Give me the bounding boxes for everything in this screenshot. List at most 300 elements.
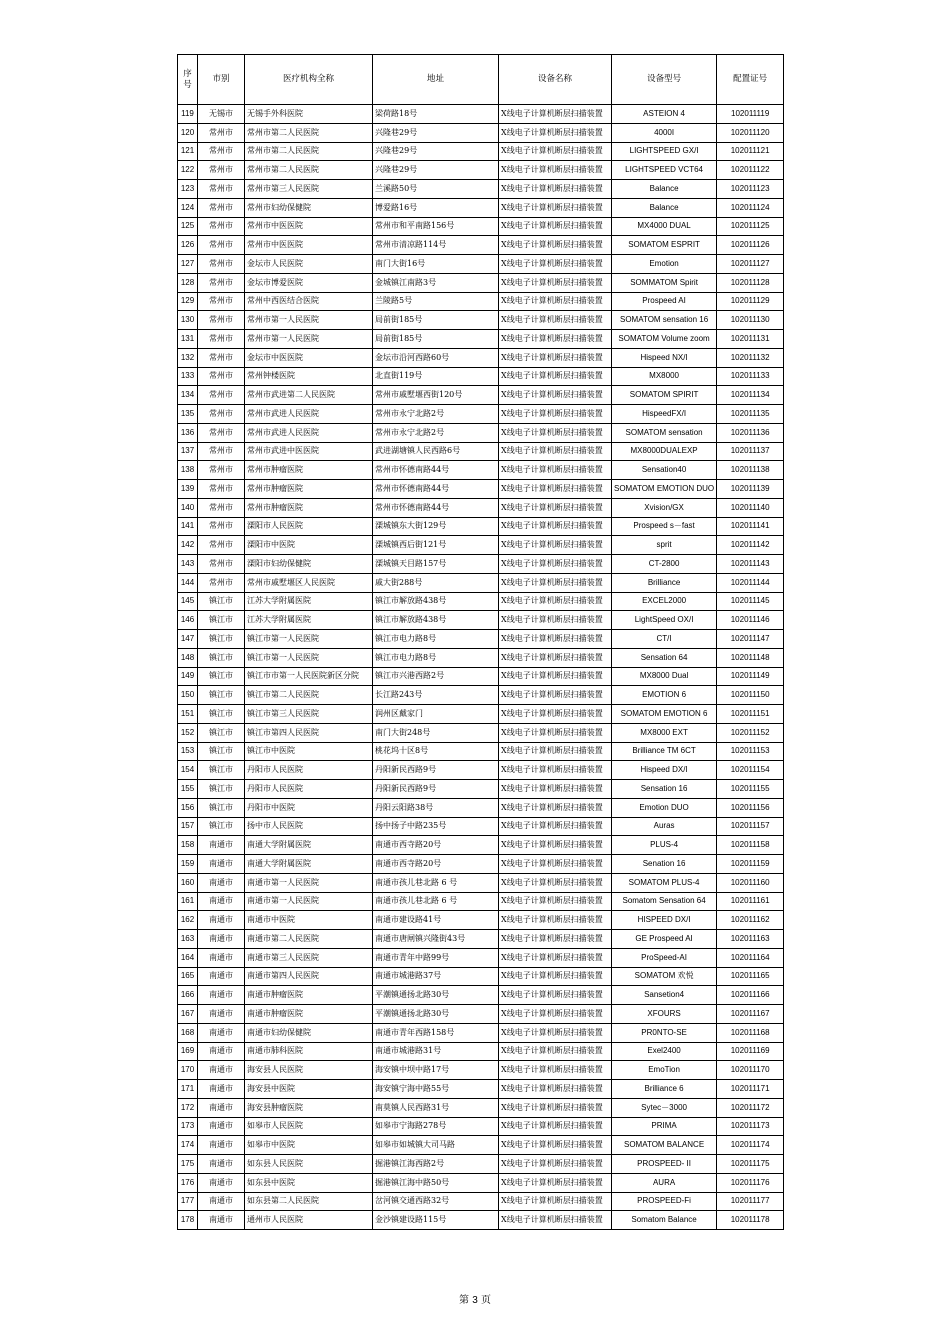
table-row bbox=[178, 948, 784, 967]
cell-address: 博爱路16号 bbox=[373, 198, 499, 217]
cell-institution: 海安县中医院 bbox=[245, 1080, 373, 1099]
cell-device: X线电子计算机断层扫描装置 bbox=[499, 1061, 612, 1080]
cell-seq: 158 bbox=[178, 836, 198, 855]
cell-seq: 177 bbox=[178, 1192, 198, 1211]
table-row bbox=[178, 461, 784, 480]
cell-seq: 121 bbox=[178, 142, 198, 161]
cell-model: ASTEION 4 bbox=[612, 105, 717, 124]
cell-device: X线电子计算机断层扫描装置 bbox=[499, 123, 612, 142]
cell-seq: 140 bbox=[178, 498, 198, 517]
cell-seq: 141 bbox=[178, 517, 198, 536]
cell-license: 102011122 bbox=[717, 161, 784, 180]
cell-license: 102011135 bbox=[717, 405, 784, 424]
cell-city: 镇江市 bbox=[198, 723, 245, 742]
cell-address: 溧城镇西后街121号 bbox=[373, 536, 499, 555]
equipment-table bbox=[177, 54, 784, 1230]
cell-seq: 119 bbox=[178, 105, 198, 124]
cell-address: 镇江市解放路438号 bbox=[373, 611, 499, 630]
cell-address: 南通市建设路41号 bbox=[373, 911, 499, 930]
cell-address: 兴隆巷29号 bbox=[373, 142, 499, 161]
table-row bbox=[178, 817, 784, 836]
cell-city: 镇江市 bbox=[198, 686, 245, 705]
cell-license: 102011174 bbox=[717, 1136, 784, 1155]
cell-license: 102011153 bbox=[717, 742, 784, 761]
cell-license: 102011120 bbox=[717, 123, 784, 142]
cell-city: 常州市 bbox=[198, 198, 245, 217]
table-row bbox=[178, 911, 784, 930]
cell-device: X线电子计算机断层扫描装置 bbox=[499, 517, 612, 536]
cell-license: 102011168 bbox=[717, 1023, 784, 1042]
cell-model: SOMATOM EMOTION 6 bbox=[612, 705, 717, 724]
cell-model: PLUS-4 bbox=[612, 836, 717, 855]
cell-address: 南门大街16号 bbox=[373, 255, 499, 274]
cell-seq: 175 bbox=[178, 1155, 198, 1174]
cell-institution: 常州市肿瘤医院 bbox=[245, 480, 373, 499]
cell-model: Sensation 64 bbox=[612, 648, 717, 667]
cell-address: 金坛市沿河西路60号 bbox=[373, 348, 499, 367]
cell-device: X线电子计算机断层扫描装置 bbox=[499, 1173, 612, 1192]
cell-institution: 南通市肿瘤医院 bbox=[245, 986, 373, 1005]
cell-license: 102011143 bbox=[717, 555, 784, 574]
table-row bbox=[178, 123, 784, 142]
cell-seq: 155 bbox=[178, 780, 198, 799]
cell-address: 常州市永宁北路2号 bbox=[373, 405, 499, 424]
cell-institution: 常州市武进人民医院 bbox=[245, 423, 373, 442]
cell-address: 南通市西寺路20号 bbox=[373, 836, 499, 855]
cell-seq: 122 bbox=[178, 161, 198, 180]
cell-license: 102011151 bbox=[717, 705, 784, 724]
cell-device: X线电子计算机断层扫描装置 bbox=[499, 142, 612, 161]
cell-institution: 无锡手外科医院 bbox=[245, 105, 373, 124]
cell-address: 丹阳新民西路9号 bbox=[373, 780, 499, 799]
cell-seq: 147 bbox=[178, 630, 198, 649]
cell-model: CT/I bbox=[612, 630, 717, 649]
cell-institution: 常州市肿瘤医院 bbox=[245, 498, 373, 517]
cell-address: 常州市怀德南路44号 bbox=[373, 498, 499, 517]
cell-address: 梁荷路18号 bbox=[373, 105, 499, 124]
cell-license: 102011156 bbox=[717, 798, 784, 817]
cell-device: X线电子计算机断层扫描装置 bbox=[499, 780, 612, 799]
cell-seq: 148 bbox=[178, 648, 198, 667]
cell-model: PR0NTO-SE bbox=[612, 1023, 717, 1042]
table-row bbox=[178, 217, 784, 236]
cell-seq: 156 bbox=[178, 798, 198, 817]
cell-institution: 溧阳市妇幼保健院 bbox=[245, 555, 373, 574]
cell-license: 102011141 bbox=[717, 517, 784, 536]
table-row bbox=[178, 1098, 784, 1117]
cell-license: 102011121 bbox=[717, 142, 784, 161]
cell-device: X线电子计算机断层扫描装置 bbox=[499, 1117, 612, 1136]
cell-address: 兰陵路5号 bbox=[373, 292, 499, 311]
cell-device: X线电子计算机断层扫描装置 bbox=[499, 911, 612, 930]
cell-model: SOMMATOM Spirit bbox=[612, 273, 717, 292]
table-row bbox=[178, 648, 784, 667]
cell-model: SOMATOM sensation 16 bbox=[612, 311, 717, 330]
cell-device: X线电子计算机断层扫描装置 bbox=[499, 1098, 612, 1117]
cell-seq: 127 bbox=[178, 255, 198, 274]
cell-city: 常州市 bbox=[198, 367, 245, 386]
cell-address: 戚大街288号 bbox=[373, 573, 499, 592]
cell-institution: 常州市第二人民医院 bbox=[245, 123, 373, 142]
cell-address: 扬中扬子中路235号 bbox=[373, 817, 499, 836]
cell-seq: 170 bbox=[178, 1061, 198, 1080]
cell-address: 南门大街248号 bbox=[373, 723, 499, 742]
cell-seq: 130 bbox=[178, 311, 198, 330]
cell-model: HISPEED DX/I bbox=[612, 911, 717, 930]
cell-institution: 江苏大学附属医院 bbox=[245, 611, 373, 630]
cell-city: 南通市 bbox=[198, 1005, 245, 1024]
cell-seq: 166 bbox=[178, 986, 198, 1005]
cell-city: 南通市 bbox=[198, 1211, 245, 1230]
cell-address: 兴隆巷29号 bbox=[373, 123, 499, 142]
cell-license: 102011136 bbox=[717, 423, 784, 442]
cell-seq: 152 bbox=[178, 723, 198, 742]
cell-model: SOMATOM SPIRIT bbox=[612, 386, 717, 405]
cell-city: 常州市 bbox=[198, 123, 245, 142]
table-row bbox=[178, 1042, 784, 1061]
cell-device: X线电子计算机断层扫描装置 bbox=[499, 967, 612, 986]
cell-institution: 常州市第一人民医院 bbox=[245, 330, 373, 349]
cell-license: 102011138 bbox=[717, 461, 784, 480]
cell-seq: 172 bbox=[178, 1098, 198, 1117]
cell-model: EMOTION 6 bbox=[612, 686, 717, 705]
cell-device: X线电子计算机断层扫描装置 bbox=[499, 742, 612, 761]
table-row bbox=[178, 742, 784, 761]
table-row bbox=[178, 592, 784, 611]
table-row bbox=[178, 1117, 784, 1136]
cell-address: 常州市怀德南路44号 bbox=[373, 461, 499, 480]
cell-city: 常州市 bbox=[198, 405, 245, 424]
cell-city: 常州市 bbox=[198, 573, 245, 592]
cell-license: 102011164 bbox=[717, 948, 784, 967]
cell-seq: 138 bbox=[178, 461, 198, 480]
cell-model: LightSpeed OX/I bbox=[612, 611, 717, 630]
cell-model: SOMATOM EMOTION DUO bbox=[612, 480, 717, 499]
cell-institution: 溧阳市中医院 bbox=[245, 536, 373, 555]
cell-city: 南通市 bbox=[198, 967, 245, 986]
table-row bbox=[178, 555, 784, 574]
cell-city: 南通市 bbox=[198, 1023, 245, 1042]
cell-license: 102011146 bbox=[717, 611, 784, 630]
table-row bbox=[178, 198, 784, 217]
cell-address: 兰溪路50号 bbox=[373, 180, 499, 199]
header-license: 配置证号 bbox=[717, 55, 784, 105]
table-row bbox=[178, 236, 784, 255]
cell-seq: 136 bbox=[178, 423, 198, 442]
cell-license: 102011123 bbox=[717, 180, 784, 199]
cell-device: X线电子计算机断层扫描装置 bbox=[499, 1005, 612, 1024]
cell-institution: 如东县第二人民医院 bbox=[245, 1192, 373, 1211]
cell-seq: 144 bbox=[178, 573, 198, 592]
cell-model: Brilliance TM 6CT bbox=[612, 742, 717, 761]
cell-seq: 167 bbox=[178, 1005, 198, 1024]
cell-model: Balance bbox=[612, 198, 717, 217]
cell-institution: 南通市第四人民医院 bbox=[245, 967, 373, 986]
cell-city: 南通市 bbox=[198, 948, 245, 967]
cell-device: X线电子计算机断层扫描装置 bbox=[499, 592, 612, 611]
cell-model: Exel2400 bbox=[612, 1042, 717, 1061]
cell-license: 102011170 bbox=[717, 1061, 784, 1080]
cell-address: 南通市城港路37号 bbox=[373, 967, 499, 986]
cell-model: MX8000 bbox=[612, 367, 717, 386]
cell-city: 常州市 bbox=[198, 311, 245, 330]
cell-institution: 常州市武进中医医院 bbox=[245, 442, 373, 461]
cell-city: 镇江市 bbox=[198, 611, 245, 630]
cell-device: X线电子计算机断层扫描装置 bbox=[499, 498, 612, 517]
cell-city: 南通市 bbox=[198, 1080, 245, 1099]
cell-institution: 丹阳市中医院 bbox=[245, 798, 373, 817]
header-institution: 医疗机构全称 bbox=[245, 55, 373, 105]
cell-city: 常州市 bbox=[198, 423, 245, 442]
cell-device: X线电子计算机断层扫描装置 bbox=[499, 686, 612, 705]
cell-seq: 133 bbox=[178, 367, 198, 386]
cell-institution: 海安县肿瘤医院 bbox=[245, 1098, 373, 1117]
cell-device: X线电子计算机断层扫描装置 bbox=[499, 986, 612, 1005]
table-row bbox=[178, 292, 784, 311]
cell-device: X线电子计算机断层扫描装置 bbox=[499, 855, 612, 874]
cell-model: Emotion bbox=[612, 255, 717, 274]
cell-device: X线电子计算机断层扫描装置 bbox=[499, 348, 612, 367]
table-row bbox=[178, 873, 784, 892]
cell-model: MX8000 Dual bbox=[612, 667, 717, 686]
cell-institution: 常州市中医医院 bbox=[245, 217, 373, 236]
cell-seq: 161 bbox=[178, 892, 198, 911]
cell-institution: 镇江市第三人民医院 bbox=[245, 705, 373, 724]
cell-device: X线电子计算机断层扫描装置 bbox=[499, 330, 612, 349]
cell-seq: 134 bbox=[178, 386, 198, 405]
cell-device: X线电子计算机断层扫描装置 bbox=[499, 836, 612, 855]
cell-license: 102011160 bbox=[717, 873, 784, 892]
cell-device: X线电子计算机断层扫描装置 bbox=[499, 386, 612, 405]
cell-seq: 146 bbox=[178, 611, 198, 630]
cell-device: X线电子计算机断层扫描装置 bbox=[499, 1042, 612, 1061]
cell-device: X线电子计算机断层扫描装置 bbox=[499, 105, 612, 124]
cell-address: 局前街185号 bbox=[373, 330, 499, 349]
cell-city: 常州市 bbox=[198, 255, 245, 274]
cell-city: 常州市 bbox=[198, 498, 245, 517]
cell-address: 常州市永宁北路2号 bbox=[373, 423, 499, 442]
cell-license: 102011150 bbox=[717, 686, 784, 705]
cell-device: X线电子计算机断层扫描装置 bbox=[499, 892, 612, 911]
cell-seq: 164 bbox=[178, 948, 198, 967]
cell-device: X线电子计算机断层扫描装置 bbox=[499, 705, 612, 724]
cell-address: 镇江市兴港西路2号 bbox=[373, 667, 499, 686]
cell-institution: 常州市中医医院 bbox=[245, 236, 373, 255]
cell-seq: 168 bbox=[178, 1023, 198, 1042]
cell-model: GE Prospeed AI bbox=[612, 930, 717, 949]
cell-institution: 南通市妇幼保健院 bbox=[245, 1023, 373, 1042]
cell-institution: 镇江市第一人民医院 bbox=[245, 630, 373, 649]
cell-device: X线电子计算机断层扫描装置 bbox=[499, 292, 612, 311]
cell-institution: 常州中西医结合医院 bbox=[245, 292, 373, 311]
cell-seq: 139 bbox=[178, 480, 198, 499]
cell-city: 南通市 bbox=[198, 1117, 245, 1136]
table-row bbox=[178, 423, 784, 442]
cell-city: 常州市 bbox=[198, 461, 245, 480]
cell-model: XFOURS bbox=[612, 1005, 717, 1024]
cell-license: 102011159 bbox=[717, 855, 784, 874]
page-footer bbox=[0, 1291, 950, 1306]
cell-model: SOMATOM ESPRIT bbox=[612, 236, 717, 255]
table-row bbox=[178, 105, 784, 124]
cell-city: 常州市 bbox=[198, 348, 245, 367]
cell-device: X线电子计算机断层扫描装置 bbox=[499, 798, 612, 817]
table-row bbox=[178, 780, 784, 799]
cell-license: 102011175 bbox=[717, 1155, 784, 1174]
cell-institution: 常州市第二人民医院 bbox=[245, 161, 373, 180]
cell-seq: 160 bbox=[178, 873, 198, 892]
table-row bbox=[178, 142, 784, 161]
table-row bbox=[178, 705, 784, 724]
cell-model: LIGHTSPEED GX/I bbox=[612, 142, 717, 161]
cell-seq: 129 bbox=[178, 292, 198, 311]
cell-device: X线电子计算机断层扫描装置 bbox=[499, 198, 612, 217]
table-row bbox=[178, 480, 784, 499]
cell-device: X线电子计算机断层扫描装置 bbox=[499, 423, 612, 442]
cell-license: 102011173 bbox=[717, 1117, 784, 1136]
cell-license: 102011166 bbox=[717, 986, 784, 1005]
cell-institution: 南通市第一人民医院 bbox=[245, 892, 373, 911]
cell-city: 常州市 bbox=[198, 480, 245, 499]
table-row bbox=[178, 892, 784, 911]
cell-license: 102011139 bbox=[717, 480, 784, 499]
cell-model: Senation 16 bbox=[612, 855, 717, 874]
cell-license: 102011133 bbox=[717, 367, 784, 386]
cell-device: X线电子计算机断层扫描装置 bbox=[499, 405, 612, 424]
cell-city: 镇江市 bbox=[198, 817, 245, 836]
cell-model: HispeedFX/I bbox=[612, 405, 717, 424]
cell-institution: 扬中市人民医院 bbox=[245, 817, 373, 836]
cell-address: 南通市西寺路20号 bbox=[373, 855, 499, 874]
cell-city: 无锡市 bbox=[198, 105, 245, 124]
cell-city: 常州市 bbox=[198, 236, 245, 255]
cell-city: 南通市 bbox=[198, 1136, 245, 1155]
cell-city: 南通市 bbox=[198, 1173, 245, 1192]
cell-city: 南通市 bbox=[198, 873, 245, 892]
cell-institution: 南通市肺科医院 bbox=[245, 1042, 373, 1061]
table-row bbox=[178, 536, 784, 555]
cell-seq: 157 bbox=[178, 817, 198, 836]
cell-model: MX8000DUALEXP bbox=[612, 442, 717, 461]
cell-device: X线电子计算机断层扫描装置 bbox=[499, 1023, 612, 1042]
cell-institution: 常州市戚墅堰区人民医院 bbox=[245, 573, 373, 592]
cell-address: 掘港镇江海西路2号 bbox=[373, 1155, 499, 1174]
table-header-row bbox=[178, 55, 784, 105]
cell-seq: 171 bbox=[178, 1080, 198, 1099]
cell-seq: 154 bbox=[178, 761, 198, 780]
cell-model: Sytec－3000 bbox=[612, 1098, 717, 1117]
cell-institution: 常州市第三人民医院 bbox=[245, 180, 373, 199]
cell-license: 102011134 bbox=[717, 386, 784, 405]
cell-seq: 132 bbox=[178, 348, 198, 367]
cell-device: X线电子计算机断层扫描装置 bbox=[499, 573, 612, 592]
cell-seq: 142 bbox=[178, 536, 198, 555]
cell-license: 102011171 bbox=[717, 1080, 784, 1099]
cell-institution: 通州市人民医院 bbox=[245, 1211, 373, 1230]
cell-address: 南通市青年中路99号 bbox=[373, 948, 499, 967]
cell-license: 102011129 bbox=[717, 292, 784, 311]
cell-license: 102011154 bbox=[717, 761, 784, 780]
cell-institution: 镇江市第一人民医院 bbox=[245, 648, 373, 667]
cell-license: 102011167 bbox=[717, 1005, 784, 1024]
cell-address: 桃花坞十区8号 bbox=[373, 742, 499, 761]
cell-city: 常州市 bbox=[198, 555, 245, 574]
cell-city: 常州市 bbox=[198, 330, 245, 349]
cell-model: PRIMA bbox=[612, 1117, 717, 1136]
cell-address: 常州市清凉路114号 bbox=[373, 236, 499, 255]
table-row bbox=[178, 161, 784, 180]
cell-device: X线电子计算机断层扫描装置 bbox=[499, 555, 612, 574]
cell-institution: 金坛市中医医院 bbox=[245, 348, 373, 367]
cell-model: PROSPEED-Fi bbox=[612, 1192, 717, 1211]
cell-license: 102011158 bbox=[717, 836, 784, 855]
cell-license: 102011145 bbox=[717, 592, 784, 611]
header-seq: 序号 bbox=[178, 55, 198, 105]
cell-device: X线电子计算机断层扫描装置 bbox=[499, 236, 612, 255]
cell-city: 镇江市 bbox=[198, 705, 245, 724]
cell-city: 镇江市 bbox=[198, 798, 245, 817]
table-row bbox=[178, 836, 784, 855]
cell-address: 镇江市电力路8号 bbox=[373, 648, 499, 667]
cell-seq: 159 bbox=[178, 855, 198, 874]
table-row bbox=[178, 1136, 784, 1155]
cell-license: 102011124 bbox=[717, 198, 784, 217]
cell-institution: 如东县中医院 bbox=[245, 1173, 373, 1192]
cell-model: PROSPEED- II bbox=[612, 1155, 717, 1174]
table-row bbox=[178, 386, 784, 405]
cell-license: 102011148 bbox=[717, 648, 784, 667]
cell-institution: 如东县人民医院 bbox=[245, 1155, 373, 1174]
cell-license: 102011177 bbox=[717, 1192, 784, 1211]
cell-seq: 143 bbox=[178, 555, 198, 574]
table-row bbox=[178, 855, 784, 874]
cell-model: Prospeed s－fast bbox=[612, 517, 717, 536]
cell-city: 南通市 bbox=[198, 1155, 245, 1174]
cell-city: 镇江市 bbox=[198, 780, 245, 799]
cell-address: 长江路243号 bbox=[373, 686, 499, 705]
cell-model: SOMATOM Volume zoom bbox=[612, 330, 717, 349]
cell-license: 102011131 bbox=[717, 330, 784, 349]
cell-institution: 丹阳市人民医院 bbox=[245, 761, 373, 780]
cell-model: Prospeed AI bbox=[612, 292, 717, 311]
cell-model: Auras bbox=[612, 817, 717, 836]
cell-institution: 常州钟楼医院 bbox=[245, 367, 373, 386]
cell-license: 102011149 bbox=[717, 667, 784, 686]
footer-suffix: 页 bbox=[480, 1295, 491, 1306]
cell-device: X线电子计算机断层扫描装置 bbox=[499, 1080, 612, 1099]
cell-device: X线电子计算机断层扫描装置 bbox=[499, 367, 612, 386]
cell-institution: 镇江市中医院 bbox=[245, 742, 373, 761]
table-row bbox=[178, 180, 784, 199]
cell-address: 常州市和平南路156号 bbox=[373, 217, 499, 236]
cell-city: 常州市 bbox=[198, 273, 245, 292]
cell-seq: 145 bbox=[178, 592, 198, 611]
cell-device: X线电子计算机断层扫描装置 bbox=[499, 611, 612, 630]
cell-device: X线电子计算机断层扫描装置 bbox=[499, 723, 612, 742]
table-row bbox=[178, 1211, 784, 1230]
table-body bbox=[178, 105, 784, 1230]
cell-city: 常州市 bbox=[198, 180, 245, 199]
cell-city: 镇江市 bbox=[198, 630, 245, 649]
cell-address: 丹阳云阳路38号 bbox=[373, 798, 499, 817]
cell-city: 南通市 bbox=[198, 855, 245, 874]
cell-address: 南通市唐闸镇兴隆街43号 bbox=[373, 930, 499, 949]
cell-seq: 174 bbox=[178, 1136, 198, 1155]
cell-address: 南通市孩儿巷北路 6 号 bbox=[373, 873, 499, 892]
cell-address: 岔河镇交通西路32号 bbox=[373, 1192, 499, 1211]
cell-license: 102011142 bbox=[717, 536, 784, 555]
cell-device: X线电子计算机断层扫描装置 bbox=[499, 1211, 612, 1230]
